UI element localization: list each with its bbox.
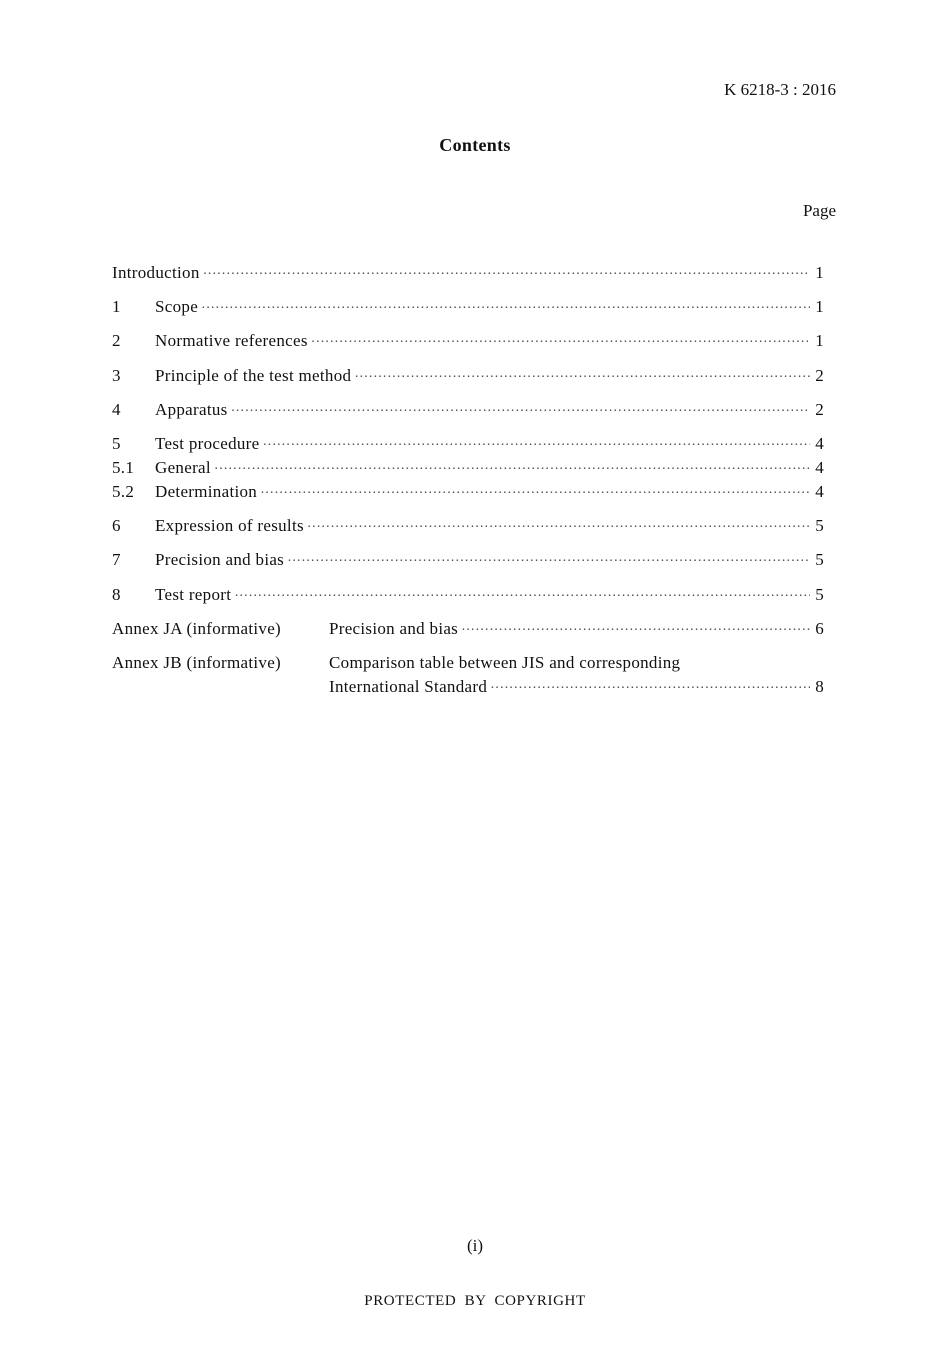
toc-entry-number: 3 [112,366,121,385]
toc-entry-label: Apparatus [155,400,228,419]
toc-entry-introduction[interactable] [112,263,824,287]
toc-entry-label: Expression of results [155,516,304,535]
toc-entry-number: 5.1 [112,458,135,477]
toc-entry-page: 4 [815,482,824,501]
dot-leader [311,331,810,351]
toc-entry-determination[interactable] [112,482,824,506]
toc-entry-page: 5 [815,585,824,604]
toc-entry-number: 1 [112,297,121,316]
toc-entry-page: 1 [815,297,824,316]
dot-leader [260,482,810,502]
toc-entry-number: 7 [112,550,121,569]
toc-entry-label: Principle of the test method [155,366,352,385]
dot-leader [287,550,810,570]
dot-leader [231,400,810,420]
document-id: K 6218-3 : 2016 [724,80,836,99]
toc-entry-label: Introduction [112,263,200,282]
toc-entry-annex-jb[interactable] [112,653,824,677]
annex-number: Annex JB (informative) [112,653,282,672]
dot-leader [214,458,810,478]
dot-leader [234,585,810,605]
toc-entry-label: Scope [155,297,199,316]
toc-entry-page: 2 [815,366,824,385]
toc-entry-label: International Standard [329,677,488,696]
toc-entry-number: 4 [112,400,121,419]
toc-entry-page: 2 [815,400,824,419]
toc-entry-label: Precision and bias [155,550,285,569]
dot-leader [490,677,810,697]
toc-entry-expression-of-results[interactable] [112,516,824,540]
page-title: Contents [439,135,511,155]
toc-entry-label: General [155,458,211,477]
toc-entry-test-procedure[interactable] [112,434,824,458]
dot-leader [263,434,811,454]
toc-entry-label: Comparison table between JIS and corresponding [329,653,681,672]
page-column-label: Page [802,201,836,220]
toc-entry-page: 5 [815,550,824,569]
dot-leader [307,516,810,536]
toc-entry-number: 5.2 [112,482,135,501]
toc-entry-page: 1 [815,263,824,282]
copyright-notice: PROTECTED BY COPYRIGHT [364,1293,586,1309]
toc-entry-label: Test report [155,585,232,604]
toc-entry-page: 5 [815,516,824,535]
toc-entry-page: 6 [815,619,824,638]
dot-leader [203,263,810,283]
toc-entry-number: 2 [112,331,121,350]
toc-entry-test-report[interactable] [112,585,824,609]
toc-entry-number: 8 [112,585,121,604]
footer-page-number: (i) [466,1236,484,1255]
dot-leader [354,366,810,386]
toc-entry-apparatus[interactable] [112,400,824,424]
dot-leader [461,619,810,639]
toc-entry-precision-and-bias[interactable] [112,550,824,574]
toc-entry-annex-ja[interactable] [112,619,824,643]
toc-entry-normative-references[interactable] [112,331,824,355]
toc-entry-page: 4 [815,434,824,453]
toc-entry-number: 6 [112,516,121,535]
toc-entry-principle[interactable] [112,366,824,390]
toc-entry-page: 1 [815,331,824,350]
toc-entry-label: Precision and bias [329,619,459,638]
toc-entry-number: 5 [112,434,121,453]
toc-entry-label: Normative references [155,331,308,350]
toc-entry-annex-jb-continued[interactable] [112,677,824,701]
annex-number: Annex JA (informative) [112,619,282,638]
toc-entry-page: 4 [815,458,824,477]
toc-entry-page: 8 [815,677,824,696]
dot-leader [201,297,810,317]
toc-entry-scope[interactable] [112,297,824,321]
toc-entry-label: Determination [155,482,258,501]
toc-entry-general[interactable] [112,458,824,482]
toc-entry-label: Test procedure [155,434,260,453]
